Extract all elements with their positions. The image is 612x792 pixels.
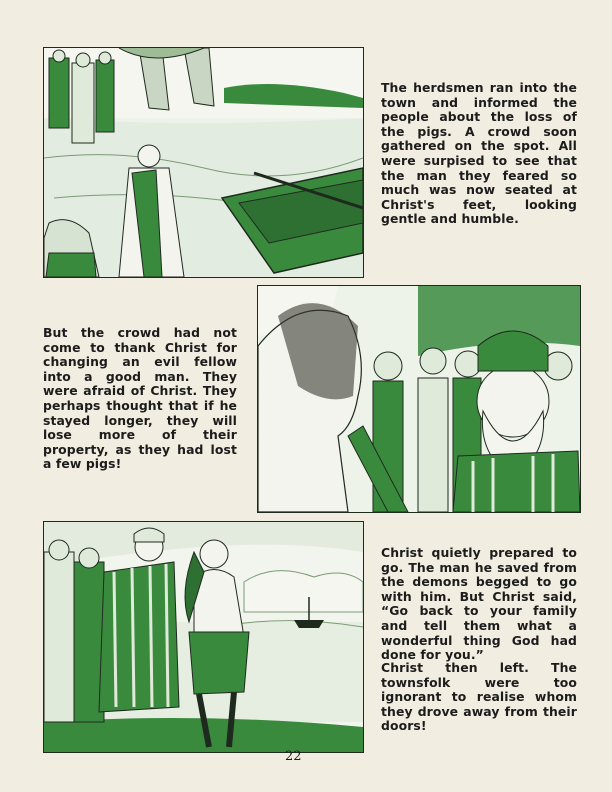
illustration-departure xyxy=(43,521,364,753)
shore-scene xyxy=(44,48,363,277)
departure-scene xyxy=(44,522,363,752)
caption-panel-3b: Christ then left. The townsfolk were too ignorant to realise whom they drove away from their doors! xyxy=(381,660,577,734)
page-number: 22 xyxy=(285,749,302,764)
caption-panel-3a: Christ quietly prepared to go. The man he saved from the demons begged to go with him. But Christ said, “Go back to your family and tell them what a wonderful thing God had done for you.” xyxy=(381,545,577,663)
illustration-shore xyxy=(43,47,364,278)
caption-panel-1: The herdsmen ran into the town and informed the people about the loss of the pigs. A crowd soon gathered on the spot. All were surpised to see that the man they feared so much was now seated at Christ's feet, looking gentle and humble. xyxy=(381,80,577,227)
illustration-crowd xyxy=(257,285,581,513)
crowd-scene xyxy=(258,286,580,512)
caption-panel-2: But the crowd had not come to thank Christ for changing an evil fellow into a good man. They were afraid of Christ. They perhaps thought that if he stayed longer, they will lose more of their property, as they had lost a few pigs! xyxy=(43,325,237,472)
